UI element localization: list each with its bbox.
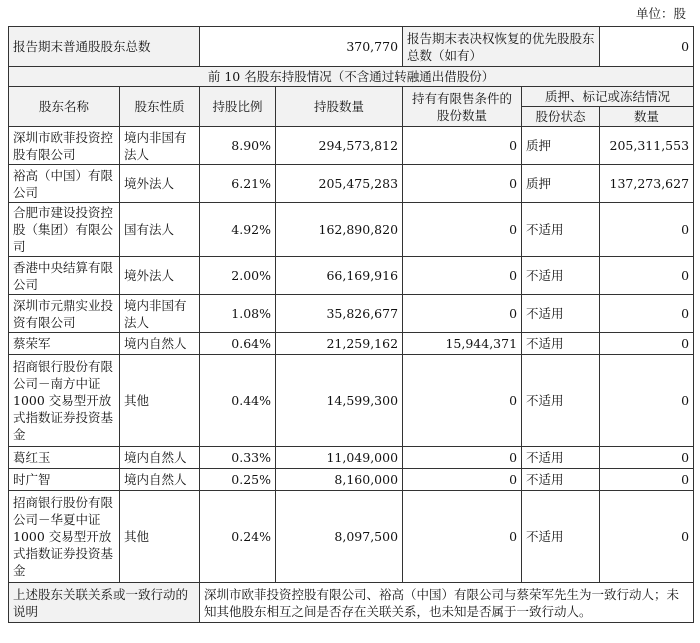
restricted-quantity: 0 <box>403 355 522 447</box>
restricted-quantity: 0 <box>403 469 522 491</box>
header-row <box>9 87 694 107</box>
table-row <box>9 469 694 491</box>
table-row <box>9 257 694 295</box>
header-ratio: 持股比例 <box>200 87 276 127</box>
table-row <box>9 127 694 165</box>
holding-ratio: 2.00% <box>200 257 276 295</box>
footer-row <box>9 583 694 623</box>
summary-row <box>9 27 694 67</box>
pledge-quantity: 137,273,627 <box>600 165 694 203</box>
shareholder-nature: 国有法人 <box>120 203 200 257</box>
restricted-quantity: 0 <box>403 127 522 165</box>
holding-quantity: 35,826,677 <box>276 295 403 333</box>
pledge-status: 不适用 <box>522 447 600 469</box>
shareholder-name: 招商银行股份有限公司－华夏中证 1000 交易型开放式指数证券投资基金 <box>9 491 120 583</box>
holding-quantity: 205,475,283 <box>276 165 403 203</box>
holding-quantity: 21,259,162 <box>276 333 403 355</box>
holding-quantity: 14,599,300 <box>276 355 403 447</box>
shareholder-nature: 其他 <box>120 491 200 583</box>
pledge-quantity: 205,311,553 <box>600 127 694 165</box>
pledge-status: 不适用 <box>522 355 600 447</box>
pledge-quantity: 0 <box>600 447 694 469</box>
pledge-quantity: 0 <box>600 491 694 583</box>
shareholder-name: 深圳市元鼎实业投资有限公司 <box>9 295 120 333</box>
holding-ratio: 1.08% <box>200 295 276 333</box>
preferred-holders-value: 0 <box>600 27 694 67</box>
common-holders-value: 370,770 <box>200 27 403 67</box>
restricted-quantity: 0 <box>403 203 522 257</box>
pledge-status: 质押 <box>522 165 600 203</box>
shareholder-name: 时广智 <box>9 469 120 491</box>
restricted-quantity: 0 <box>403 165 522 203</box>
pledge-quantity: 0 <box>600 333 694 355</box>
section-title-row <box>9 67 694 87</box>
shareholder-nature: 境内自然人 <box>120 469 200 491</box>
holding-ratio: 0.33% <box>200 447 276 469</box>
holding-quantity: 8,160,000 <box>276 469 403 491</box>
table-row <box>9 333 694 355</box>
table-row <box>9 491 694 583</box>
shareholder-name: 招商银行股份有限公司－南方中证 1000 交易型开放式指数证券投资基金 <box>9 355 120 447</box>
header-restricted: 持有有限售条件的股份数量 <box>403 87 522 127</box>
pledge-quantity: 0 <box>600 295 694 333</box>
header-nature: 股东性质 <box>120 87 200 127</box>
section-title: 前 10 名股东持股情况（不含通过转融通出借股份） <box>9 67 694 87</box>
footer-text: 深圳市欧菲投资控股有限公司、裕高（中国）有限公司与蔡荣军先生为一致行动人；未知其他股东相互之间是否存在关联关系，也未知是否属于一致行动人。 <box>200 583 694 623</box>
table-row <box>9 355 694 447</box>
shareholder-table <box>8 26 694 623</box>
shareholder-rows <box>9 127 694 583</box>
pledge-status: 不适用 <box>522 333 600 355</box>
shareholder-name: 深圳市欧菲投资控股有限公司 <box>9 127 120 165</box>
shareholder-name: 蔡荣军 <box>9 333 120 355</box>
shareholder-name: 合肥市建设投资控股（集团）有限公司 <box>9 203 120 257</box>
restricted-quantity: 0 <box>403 491 522 583</box>
shareholder-name: 香港中央结算有限公司 <box>9 257 120 295</box>
pledge-quantity: 0 <box>600 203 694 257</box>
shareholder-nature: 境外法人 <box>120 257 200 295</box>
pledge-status: 不适用 <box>522 491 600 583</box>
restricted-quantity: 0 <box>403 257 522 295</box>
shareholder-nature: 境内非国有法人 <box>120 295 200 333</box>
header-quantity: 持股数量 <box>276 87 403 127</box>
header-pledge-status: 股份状态 <box>522 107 600 127</box>
restricted-quantity: 0 <box>403 447 522 469</box>
header-name: 股东名称 <box>9 87 120 127</box>
holding-quantity: 66,169,916 <box>276 257 403 295</box>
holding-ratio: 0.24% <box>200 491 276 583</box>
holding-ratio: 8.90% <box>200 127 276 165</box>
holding-ratio: 0.25% <box>200 469 276 491</box>
header-pledge-quantity: 数量 <box>600 107 694 127</box>
pledge-status: 质押 <box>522 127 600 165</box>
restricted-quantity: 15,944,371 <box>403 333 522 355</box>
holding-quantity: 8,097,500 <box>276 491 403 583</box>
table-row <box>9 165 694 203</box>
shareholder-nature: 其他 <box>120 355 200 447</box>
pledge-quantity: 0 <box>600 469 694 491</box>
footer-label: 上述股东关联关系或一致行动的说明 <box>9 583 200 623</box>
shareholder-nature: 境内非国有法人 <box>120 127 200 165</box>
pledge-quantity: 0 <box>600 355 694 447</box>
shareholder-nature: 境内自然人 <box>120 447 200 469</box>
pledge-quantity: 0 <box>600 257 694 295</box>
holding-ratio: 4.92% <box>200 203 276 257</box>
holding-ratio: 0.64% <box>200 333 276 355</box>
header-pledge-group: 质押、标记或冻结情况 <box>522 87 694 107</box>
unit-label: 单位：股 <box>635 6 686 21</box>
restricted-quantity: 0 <box>403 295 522 333</box>
holding-quantity: 294,573,812 <box>276 127 403 165</box>
table-row <box>9 203 694 257</box>
shareholder-nature: 境外法人 <box>120 165 200 203</box>
table-row <box>9 447 694 469</box>
pledge-status: 不适用 <box>522 469 600 491</box>
pledge-status: 不适用 <box>522 295 600 333</box>
holding-ratio: 0.44% <box>200 355 276 447</box>
pledge-status: 不适用 <box>522 257 600 295</box>
table-row <box>9 295 694 333</box>
holding-quantity: 11,049,000 <box>276 447 403 469</box>
shareholder-name: 裕高（中国）有限公司 <box>9 165 120 203</box>
shareholder-nature: 境内自然人 <box>120 333 200 355</box>
holding-quantity: 162,890,820 <box>276 203 403 257</box>
preferred-holders-label: 报告期末表决权恢复的优先股股东总数（如有） <box>403 27 600 67</box>
common-holders-label: 报告期末普通股股东总数 <box>9 27 200 67</box>
holding-ratio: 6.21% <box>200 165 276 203</box>
pledge-status: 不适用 <box>522 203 600 257</box>
shareholder-name: 葛红玉 <box>9 447 120 469</box>
